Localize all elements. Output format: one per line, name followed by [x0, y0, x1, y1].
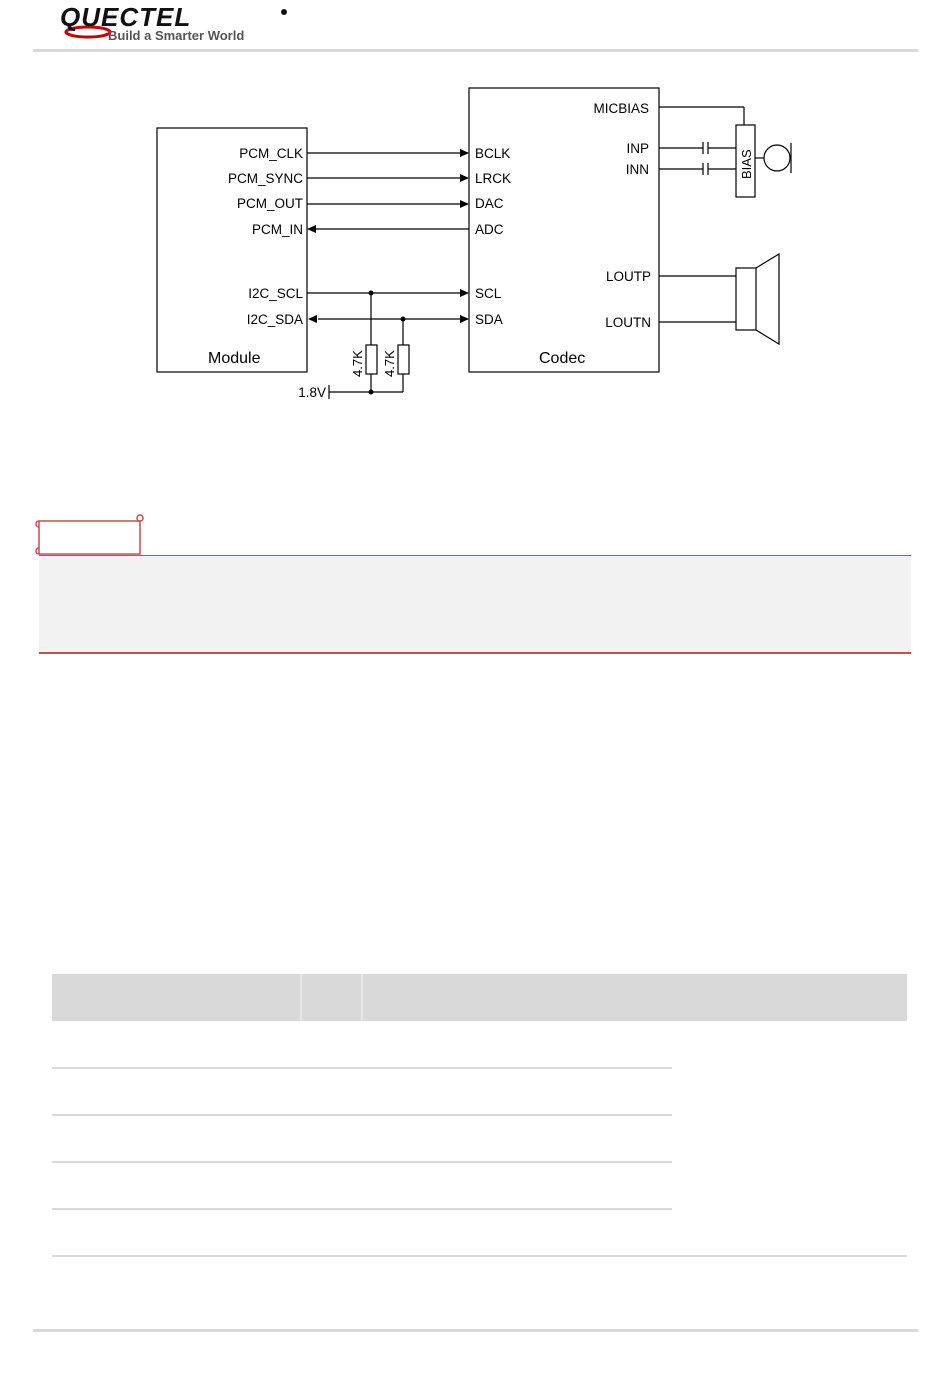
table-row-divider	[52, 1114, 672, 1116]
codec-pin-loutn: LOUTN	[605, 315, 651, 330]
codec-pin-inn: INN	[625, 162, 649, 177]
codec-pin-loutp: LOUTP	[605, 269, 651, 284]
codec-pin-micbias: MICBIAS	[593, 101, 649, 116]
table-row-divider	[52, 1161, 672, 1163]
codec-pin-inp: INP	[626, 141, 649, 156]
bias-label: BIAS	[739, 149, 754, 179]
header-column-divider	[300, 974, 302, 1021]
module-pin-pcm-sync: PCM_SYNC	[227, 171, 303, 186]
codec-pin-dac: DAC	[475, 196, 504, 211]
supply-voltage-label: 1.8V	[298, 385, 326, 400]
speaker-icon	[736, 254, 779, 344]
pin-table	[52, 974, 907, 1258]
module-pin-i2c-sda: I2C_SDA	[246, 312, 303, 327]
note-tab	[35, 513, 145, 557]
footer-rule	[33, 1329, 918, 1332]
module-pin-pcm-out: PCM_OUT	[236, 196, 303, 211]
resistor-2-value: 4.7K	[382, 350, 397, 377]
codec-pin-adc: ADC	[475, 222, 504, 237]
note-box	[39, 555, 911, 654]
table-row-divider	[52, 1255, 907, 1257]
junction-supply	[369, 390, 374, 395]
logo-brand-text: QUECTEL	[60, 2, 192, 32]
codec-pin-scl: SCL	[475, 286, 502, 301]
codec-pin-bclk: BCLK	[475, 146, 511, 161]
resistor-1	[366, 345, 377, 374]
module-block	[157, 128, 307, 372]
module-pin-i2c-scl: I2C_SCL	[248, 286, 303, 301]
logo-tagline: Build a Smarter World	[108, 28, 245, 43]
microphone-icon	[764, 143, 791, 173]
table-header-row	[52, 974, 907, 1021]
module-pin-pcm-in: PCM_IN	[251, 222, 303, 237]
table-row-divider	[52, 1208, 672, 1210]
resistor-2	[398, 345, 409, 374]
module-pin-pcm-clk: PCM_CLK	[239, 146, 303, 161]
module-title: Module	[208, 350, 261, 367]
resistor-1-value: 4.7K	[350, 350, 365, 377]
sda-arrow-left	[308, 315, 317, 323]
codec-title: Codec	[539, 350, 586, 367]
codec-pin-sda: SDA	[475, 312, 503, 327]
pcm-codec-connection-diagram	[0, 0, 950, 420]
codec-pin-lrck: LRCK	[475, 171, 512, 186]
table-row-divider	[52, 1067, 672, 1069]
header-column-divider	[361, 974, 363, 1021]
